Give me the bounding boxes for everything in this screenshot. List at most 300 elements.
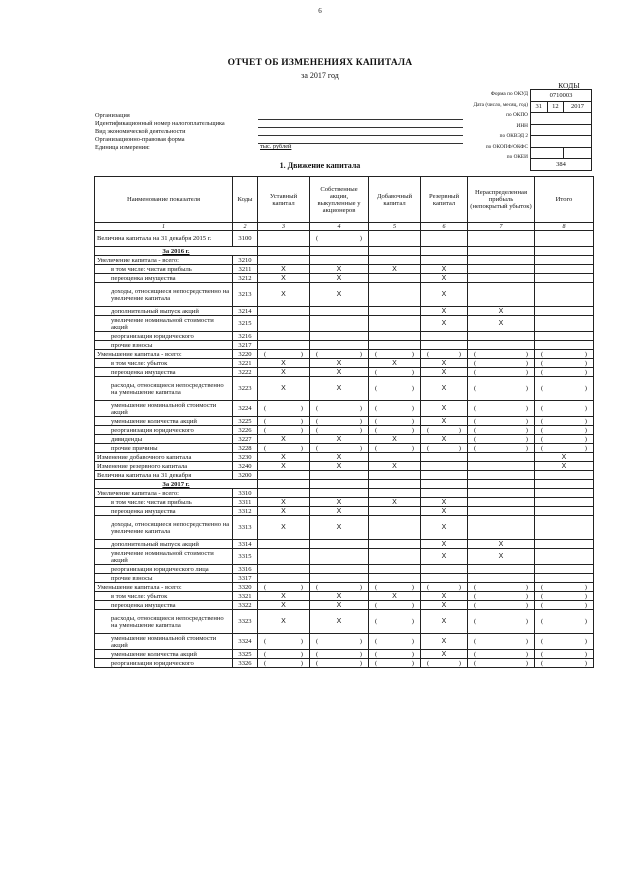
row-label: доходы, относящиеся непосредственно на увеличение капитала [95, 283, 233, 307]
cross-mark: X [441, 320, 447, 327]
org-line [258, 135, 463, 136]
page-number: 6 [318, 7, 322, 15]
cross-mark: X [441, 638, 447, 645]
value-cell [421, 401, 468, 417]
empty-cell [258, 480, 310, 489]
row-label: реорганизация юридического [95, 426, 233, 435]
value-cell [258, 256, 310, 265]
value-cell [421, 341, 468, 350]
value-cell [421, 516, 468, 540]
codes-label: по ОКПО [506, 112, 528, 118]
value-cell [535, 574, 594, 583]
row-label: увеличение номинальной стоимости акций [95, 549, 233, 565]
parenthesis-placeholder: ( ) [375, 638, 414, 645]
value-cell [468, 417, 535, 426]
table-row [95, 489, 594, 498]
row-code: 3324 [233, 634, 258, 650]
row-code: 3321 [233, 592, 258, 601]
cross-mark: X [441, 274, 447, 282]
value-cell [468, 565, 535, 574]
value-cell [258, 417, 310, 426]
value-cell [421, 368, 468, 377]
row-label: уменьшение номинальной стоимости акций [95, 401, 233, 417]
value-cell [421, 540, 468, 549]
row-label: в том числе: чистая прибыль [95, 265, 233, 274]
value-cell [258, 659, 310, 668]
cross-mark: X [336, 435, 342, 443]
row-code: 3314 [233, 540, 258, 549]
cross-mark: X [281, 498, 286, 506]
value-cell [468, 592, 535, 601]
column-header: Уставный капитал [258, 177, 310, 223]
value-cell [421, 307, 468, 316]
cross-mark: X [441, 405, 447, 412]
cross-mark: X [561, 462, 567, 470]
row-code: 3316 [233, 565, 258, 574]
cross-mark: X [281, 524, 286, 531]
value-cell [468, 350, 535, 359]
value-cell [468, 650, 535, 659]
value-cell [258, 401, 310, 417]
row-label: Величина капитала на 31 декабря 2015 г. [95, 231, 233, 247]
value-cell [369, 549, 421, 565]
value-cell [369, 332, 421, 341]
empty-cell [468, 480, 535, 489]
row-label: реорганизация юридического лица [95, 565, 233, 574]
value-cell [310, 401, 369, 417]
value-cell [258, 462, 310, 471]
row-label: уменьшение количества акций [95, 417, 233, 426]
value-cell [258, 574, 310, 583]
value-cell [369, 583, 421, 592]
row-label: расходы, относящиеся непосредственно на уменьшение капитала [95, 377, 233, 401]
parenthesis-placeholder: ( ) [541, 659, 587, 667]
value-cell [421, 453, 468, 462]
value-cell [421, 650, 468, 659]
value-cell [421, 265, 468, 274]
value-cell [468, 401, 535, 417]
row-code: 3312 [233, 507, 258, 516]
cross-mark: X [441, 601, 447, 609]
value-cell [421, 634, 468, 650]
value-cell [468, 549, 535, 565]
row-label: Изменение добавочного капитала [95, 453, 233, 462]
parenthesis-placeholder: ( ) [316, 444, 362, 452]
cross-mark: X [392, 592, 397, 600]
okopf-code [531, 147, 564, 159]
row-code: 3224 [233, 401, 258, 417]
parenthesis-placeholder: ( ) [474, 659, 528, 667]
value-cell [468, 283, 535, 307]
cross-mark: X [336, 359, 342, 367]
parenthesis-placeholder: ( ) [316, 405, 362, 412]
value-cell [258, 650, 310, 659]
value-cell [535, 659, 594, 668]
cross-mark: X [281, 368, 286, 376]
row-code: 3220 [233, 350, 258, 359]
okved-code [531, 136, 592, 148]
parenthesis-placeholder: ( ) [474, 405, 528, 412]
row-label: реорганизация юридического [95, 659, 233, 668]
value-cell [369, 462, 421, 471]
value-cell [369, 659, 421, 668]
value-cell [310, 359, 369, 368]
parenthesis-placeholder: ( ) [541, 444, 587, 452]
parenthesis-placeholder: ( ) [541, 385, 587, 392]
value-cell [258, 610, 310, 634]
row-label: уменьшение количества акций [95, 650, 233, 659]
table-row [95, 601, 594, 610]
parenthesis-placeholder: ( ) [474, 385, 528, 392]
table-header-row [95, 177, 594, 223]
value-cell [535, 583, 594, 592]
value-cell [535, 377, 594, 401]
value-cell [535, 634, 594, 650]
table-row [95, 368, 594, 377]
okud-code: 0710003 [531, 90, 592, 102]
value-cell [369, 401, 421, 417]
value-cell [310, 516, 369, 540]
value-cell [310, 332, 369, 341]
codes-label: по ОКВЭД 2 [499, 133, 528, 139]
parenthesis-placeholder: ( ) [264, 426, 303, 434]
parenthesis-placeholder: ( ) [474, 417, 528, 425]
value-cell [535, 549, 594, 565]
table-row [95, 650, 594, 659]
parenthesis-placeholder: ( ) [375, 583, 414, 591]
column-header: Наименование показателя [95, 177, 233, 223]
value-cell [468, 444, 535, 453]
row-code: 3227 [233, 435, 258, 444]
table-row [95, 426, 594, 435]
value-cell [535, 565, 594, 574]
value-cell [535, 453, 594, 462]
value-cell [369, 377, 421, 401]
value-cell [369, 316, 421, 332]
value-cell [258, 231, 310, 247]
cross-mark: X [561, 453, 567, 461]
value-cell [421, 583, 468, 592]
row-code: 3317 [233, 574, 258, 583]
value-cell [468, 540, 535, 549]
row-label: дополнительный выпуск акций [95, 307, 233, 316]
value-cell [535, 283, 594, 307]
org-labels [95, 112, 225, 152]
table-row [95, 307, 594, 316]
parenthesis-placeholder: ( ) [474, 444, 528, 452]
cross-mark: X [336, 265, 342, 273]
table-row [95, 359, 594, 368]
value-cell [310, 592, 369, 601]
cross-mark: X [441, 291, 447, 298]
parenthesis-placeholder: ( ) [375, 618, 414, 625]
table-row [95, 316, 594, 332]
value-cell [310, 265, 369, 274]
column-number: 3 [258, 223, 310, 231]
value-cell [310, 316, 369, 332]
parenthesis-placeholder: ( ) [541, 359, 587, 367]
row-code: 3223 [233, 377, 258, 401]
value-cell [421, 350, 468, 359]
parenthesis-placeholder: ( ) [375, 426, 414, 434]
table-row [95, 453, 594, 462]
value-cell [258, 332, 310, 341]
value-cell [310, 368, 369, 377]
value-cell [310, 549, 369, 565]
cross-mark: X [281, 601, 286, 609]
cross-mark: X [336, 498, 342, 506]
value-cell [421, 565, 468, 574]
cross-mark: X [281, 462, 286, 470]
value-cell [468, 462, 535, 471]
value-cell [421, 507, 468, 516]
row-code: 3230 [233, 453, 258, 462]
cross-mark: X [392, 435, 397, 443]
value-cell [468, 316, 535, 332]
table-row [95, 435, 594, 444]
value-cell [468, 435, 535, 444]
value-cell [258, 426, 310, 435]
value-cell [310, 659, 369, 668]
cross-mark: X [281, 592, 286, 600]
value-cell [369, 453, 421, 462]
value-cell [535, 489, 594, 498]
empty-cell [310, 480, 369, 489]
cross-mark: X [336, 524, 342, 531]
value-cell [310, 444, 369, 453]
value-cell [535, 368, 594, 377]
value-cell [421, 498, 468, 507]
value-cell [369, 359, 421, 368]
org-label: Организационно-правовая форма [95, 136, 185, 143]
table-row [95, 256, 594, 265]
table-row [95, 540, 594, 549]
parenthesis-placeholder: ( ) [474, 638, 528, 645]
value-cell [369, 444, 421, 453]
value-cell [421, 316, 468, 332]
cross-mark: X [336, 592, 342, 600]
row-code: 3228 [233, 444, 258, 453]
parenthesis-placeholder: ( ) [541, 350, 587, 358]
codes-label: по ОКОПФ/ОКФС [485, 143, 528, 150]
cross-mark: X [441, 553, 447, 560]
value-cell [258, 634, 310, 650]
codes-label: Дата (число, месяц, год) [473, 101, 528, 108]
cross-mark: X [441, 618, 447, 625]
value-cell [535, 332, 594, 341]
value-cell [468, 307, 535, 316]
value-cell [535, 498, 594, 507]
row-label: в том числе: убыток [95, 359, 233, 368]
cross-mark: X [498, 307, 504, 315]
cross-mark: X [336, 368, 342, 376]
table-row [95, 507, 594, 516]
row-code: 3216 [233, 332, 258, 341]
cross-mark: X [392, 265, 397, 273]
value-cell [258, 498, 310, 507]
parenthesis-placeholder: ( ) [541, 592, 587, 600]
cross-mark: X [336, 291, 342, 298]
parenthesis-placeholder: ( ) [474, 368, 528, 376]
value-cell [468, 507, 535, 516]
row-code: 3226 [233, 426, 258, 435]
column-header: Нераспределенная прибыль (непокрытый убыток) [468, 177, 535, 223]
parenthesis-placeholder: ( ) [427, 583, 461, 591]
value-cell [258, 359, 310, 368]
codes-box [530, 89, 592, 171]
value-cell [258, 283, 310, 307]
row-code: 3217 [233, 341, 258, 350]
cross-mark: X [336, 453, 342, 461]
value-cell [369, 368, 421, 377]
value-cell [468, 274, 535, 283]
date-year: 2017 [564, 101, 592, 113]
parenthesis-placeholder: ( ) [375, 368, 414, 376]
column-number: 4 [310, 223, 369, 231]
parenthesis-placeholder: ( ) [427, 659, 461, 667]
cross-mark: X [441, 265, 447, 273]
value-cell [258, 489, 310, 498]
value-cell [421, 332, 468, 341]
column-number-row [95, 223, 594, 231]
okpo-code [531, 113, 592, 125]
row-label: реорганизация юридического [95, 332, 233, 341]
parenthesis-placeholder: ( ) [264, 444, 303, 452]
cross-mark: X [498, 320, 504, 327]
value-cell [258, 601, 310, 610]
row-code: 3100 [233, 231, 258, 247]
parenthesis-placeholder: ( ) [375, 385, 414, 392]
value-cell [421, 549, 468, 565]
value-cell [310, 426, 369, 435]
row-label: прочие взносы [95, 341, 233, 350]
row-label: переоценка имущества [95, 368, 233, 377]
row-label: переоценка имущества [95, 274, 233, 283]
value-cell [310, 489, 369, 498]
codes-label: ИНН [516, 122, 528, 129]
value-cell [369, 341, 421, 350]
section-title: 1. Движение капитала [279, 161, 361, 170]
parenthesis-placeholder: ( ) [541, 405, 587, 412]
org-line [258, 119, 463, 120]
table-row [95, 283, 594, 307]
value-cell [535, 471, 594, 480]
parenthesis-placeholder: ( ) [427, 350, 461, 358]
row-code: 3313 [233, 516, 258, 540]
value-cell [369, 610, 421, 634]
value-cell [369, 307, 421, 316]
value-cell [258, 377, 310, 401]
column-header: Резервный капитал [421, 177, 468, 223]
value-cell [369, 256, 421, 265]
value-cell [421, 489, 468, 498]
value-cell [421, 471, 468, 480]
table-row [95, 610, 594, 634]
column-number: 8 [535, 223, 594, 231]
cross-mark: X [498, 553, 504, 560]
parenthesis-placeholder: ( ) [541, 435, 587, 443]
value-cell [369, 516, 421, 540]
report-title: ОТЧЕТ ОБ ИЗМЕНЕНИЯХ КАПИТАЛА [227, 58, 413, 68]
value-cell [369, 435, 421, 444]
value-cell [310, 341, 369, 350]
parenthesis-placeholder: ( ) [316, 659, 362, 667]
value-cell [468, 471, 535, 480]
value-cell [310, 462, 369, 471]
value-cell [535, 341, 594, 350]
value-cell [535, 426, 594, 435]
cross-mark: X [392, 498, 397, 506]
value-cell [310, 507, 369, 516]
value-cell [421, 601, 468, 610]
value-cell [258, 540, 310, 549]
row-label: прочие взносы [95, 574, 233, 583]
row-label: доходы, относящиеся непосредственно на увеличение капитала [95, 516, 233, 540]
value-cell [258, 565, 310, 574]
codes-label: Форма по ОКУД [490, 91, 528, 97]
row-label: увеличение номинальной стоимости акций [95, 316, 233, 332]
column-header: Добавочный капитал [369, 177, 421, 223]
empty-cell [369, 480, 421, 489]
cross-mark: X [336, 507, 342, 515]
value-cell [421, 283, 468, 307]
value-cell [258, 368, 310, 377]
table-row [95, 659, 594, 668]
value-cell [468, 583, 535, 592]
table-row [95, 471, 594, 480]
year-label: За 2016 г. [95, 247, 258, 256]
cross-mark: X [336, 385, 342, 392]
row-label: уменьшение номинальной стоимости акций [95, 634, 233, 650]
parenthesis-placeholder: ( ) [474, 435, 528, 443]
empty-cell [535, 480, 594, 489]
value-cell [468, 634, 535, 650]
value-cell [535, 540, 594, 549]
value-cell [258, 274, 310, 283]
column-number: 1 [95, 223, 233, 231]
value-cell [535, 610, 594, 634]
value-cell [369, 650, 421, 659]
value-cell [535, 601, 594, 610]
table-row [95, 498, 594, 507]
parenthesis-placeholder: ( ) [316, 350, 362, 358]
parenthesis-placeholder: ( ) [541, 368, 587, 376]
parenthesis-placeholder: ( ) [474, 601, 528, 609]
cross-mark: X [336, 462, 342, 470]
value-cell [310, 540, 369, 549]
row-code: 3325 [233, 650, 258, 659]
value-cell [258, 350, 310, 359]
parenthesis-placeholder: ( ) [541, 601, 587, 609]
cross-mark: X [281, 618, 286, 625]
value-cell [535, 307, 594, 316]
value-cell [258, 265, 310, 274]
row-code: 3222 [233, 368, 258, 377]
cross-mark: X [441, 540, 447, 548]
cross-mark: X [441, 359, 447, 367]
parenthesis-placeholder: ( ) [375, 405, 414, 412]
value-cell [369, 274, 421, 283]
cross-mark: X [281, 453, 286, 461]
parenthesis-placeholder: ( ) [541, 638, 587, 645]
parenthesis-placeholder: ( ) [474, 618, 528, 625]
value-cell [535, 592, 594, 601]
row-code: 3323 [233, 610, 258, 634]
value-cell [310, 453, 369, 462]
value-cell [421, 426, 468, 435]
value-cell [421, 610, 468, 634]
value-cell [468, 453, 535, 462]
